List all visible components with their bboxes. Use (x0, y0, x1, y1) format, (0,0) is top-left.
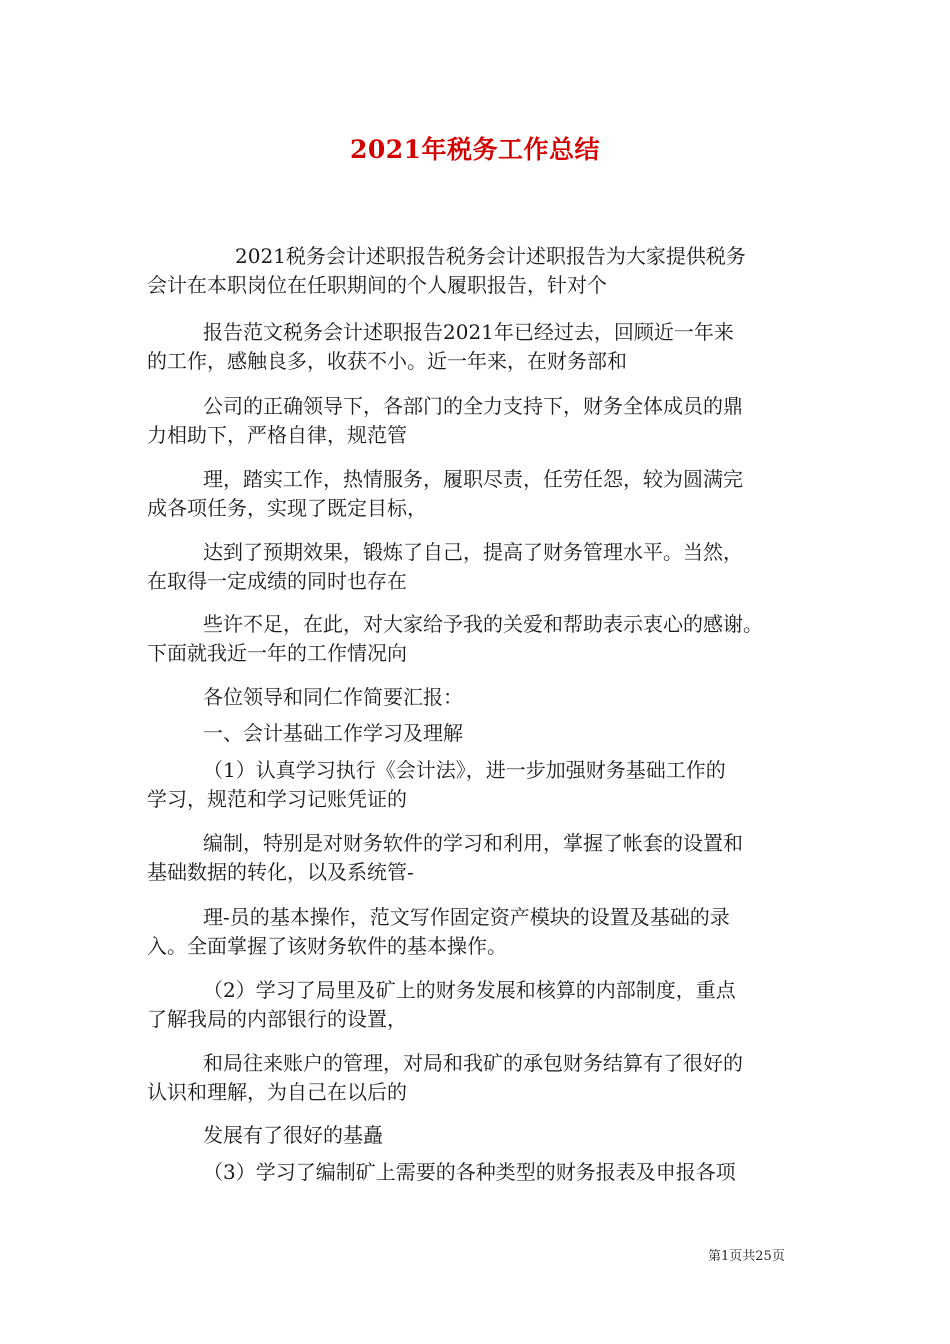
paragraph-line: 2021税务会计述职报告税务会计述职报告为大家提供税务 (235, 244, 746, 268)
paragraph-line: 理-员的基本操作，范文写作固定资产模块的设置及基础的录 (203, 905, 730, 929)
paragraph-line: （2）学习了局里及矿上的财务发展和核算的内部制度，重点 (203, 978, 736, 1002)
paragraph-line: 达到了预期效果，锻炼了自己，提高了财务管理水平。当然， (203, 540, 743, 564)
paragraph-line: 会计在本职岗位在任职期间的个人履职报告，针对个 (147, 273, 607, 297)
paragraph (147, 392, 827, 450)
paragraph-line: 在取得一定成绩的同时也存在 (147, 569, 407, 593)
paragraph-line: 报告范文税务会计述职报告2021年已经过去，回顾近一年来 (203, 320, 734, 344)
paragraph-line: 编制，特别是对财务软件的学习和利用，掌握了帐套的设置和 (203, 831, 743, 855)
paragraph-line: 力相助下，严格自律，规范管 (147, 423, 407, 447)
paragraph (147, 1158, 827, 1187)
section-heading (147, 719, 827, 748)
paragraph-line: （3）学习了编制矿上需要的各种类型的财务报表及申报各项 (203, 1160, 736, 1184)
paragraph-line: 学习，规范和学习记账凭证的 (147, 787, 407, 811)
paragraph-line: 发展有了很好的基矗 (203, 1123, 383, 1147)
paragraph-line: 和局往来账户的管理，对局和我矿的承包财务结算有了很好的 (203, 1051, 743, 1075)
paragraph (147, 538, 827, 596)
paragraph-line: 理，踏实工作，热情服务，履职尽责，任劳任怨，较为圆满完 (203, 467, 743, 491)
paragraph-line: 一、会计基础工作学习及理解 (203, 721, 463, 745)
paragraph-line: 的工作，感触良多，收获不小。近一年来，在财务部和 (147, 349, 627, 373)
document-title: 2021年税务工作总结 (349, 135, 601, 164)
paragraph (147, 1049, 827, 1107)
paragraph-line: 各位领导和同仁作简要汇报： (203, 685, 463, 709)
paragraph (147, 756, 827, 814)
paragraph-line: 入。全面掌握了该财务软件的基本操作。 (147, 934, 507, 958)
paragraph-line: 了解我局的内部银行的设置， (147, 1007, 407, 1031)
paragraph (147, 903, 827, 961)
paragraph (147, 465, 827, 523)
paragraph-line: 下面就我近一年的工作情况向 (147, 641, 407, 665)
paragraph (147, 610, 827, 668)
paragraph (147, 683, 827, 712)
paragraph (147, 242, 827, 300)
paragraph (147, 829, 827, 887)
paragraph-line: （1）认真学习执行《会计法》，进一步加强财务基础工作的 (203, 758, 726, 782)
page-number: 第1页共25页 (708, 1249, 785, 1264)
paragraph-line: 公司的正确领导下，各部门的全力支持下，财务全体成员的鼎 (203, 394, 743, 418)
paragraph (147, 1121, 827, 1150)
paragraph (147, 318, 827, 376)
paragraph-line: 认识和理解，为自己在以后的 (147, 1080, 407, 1104)
paragraph (147, 976, 827, 1034)
paragraph-line: 些许不足，在此，对大家给予我的关爱和帮助表示衷心的感谢。 (203, 612, 763, 636)
paragraph-line: 成各项任务，实现了既定目标， (147, 496, 427, 520)
paragraph-line: 基础数据的转化，以及系统管- (147, 860, 414, 884)
